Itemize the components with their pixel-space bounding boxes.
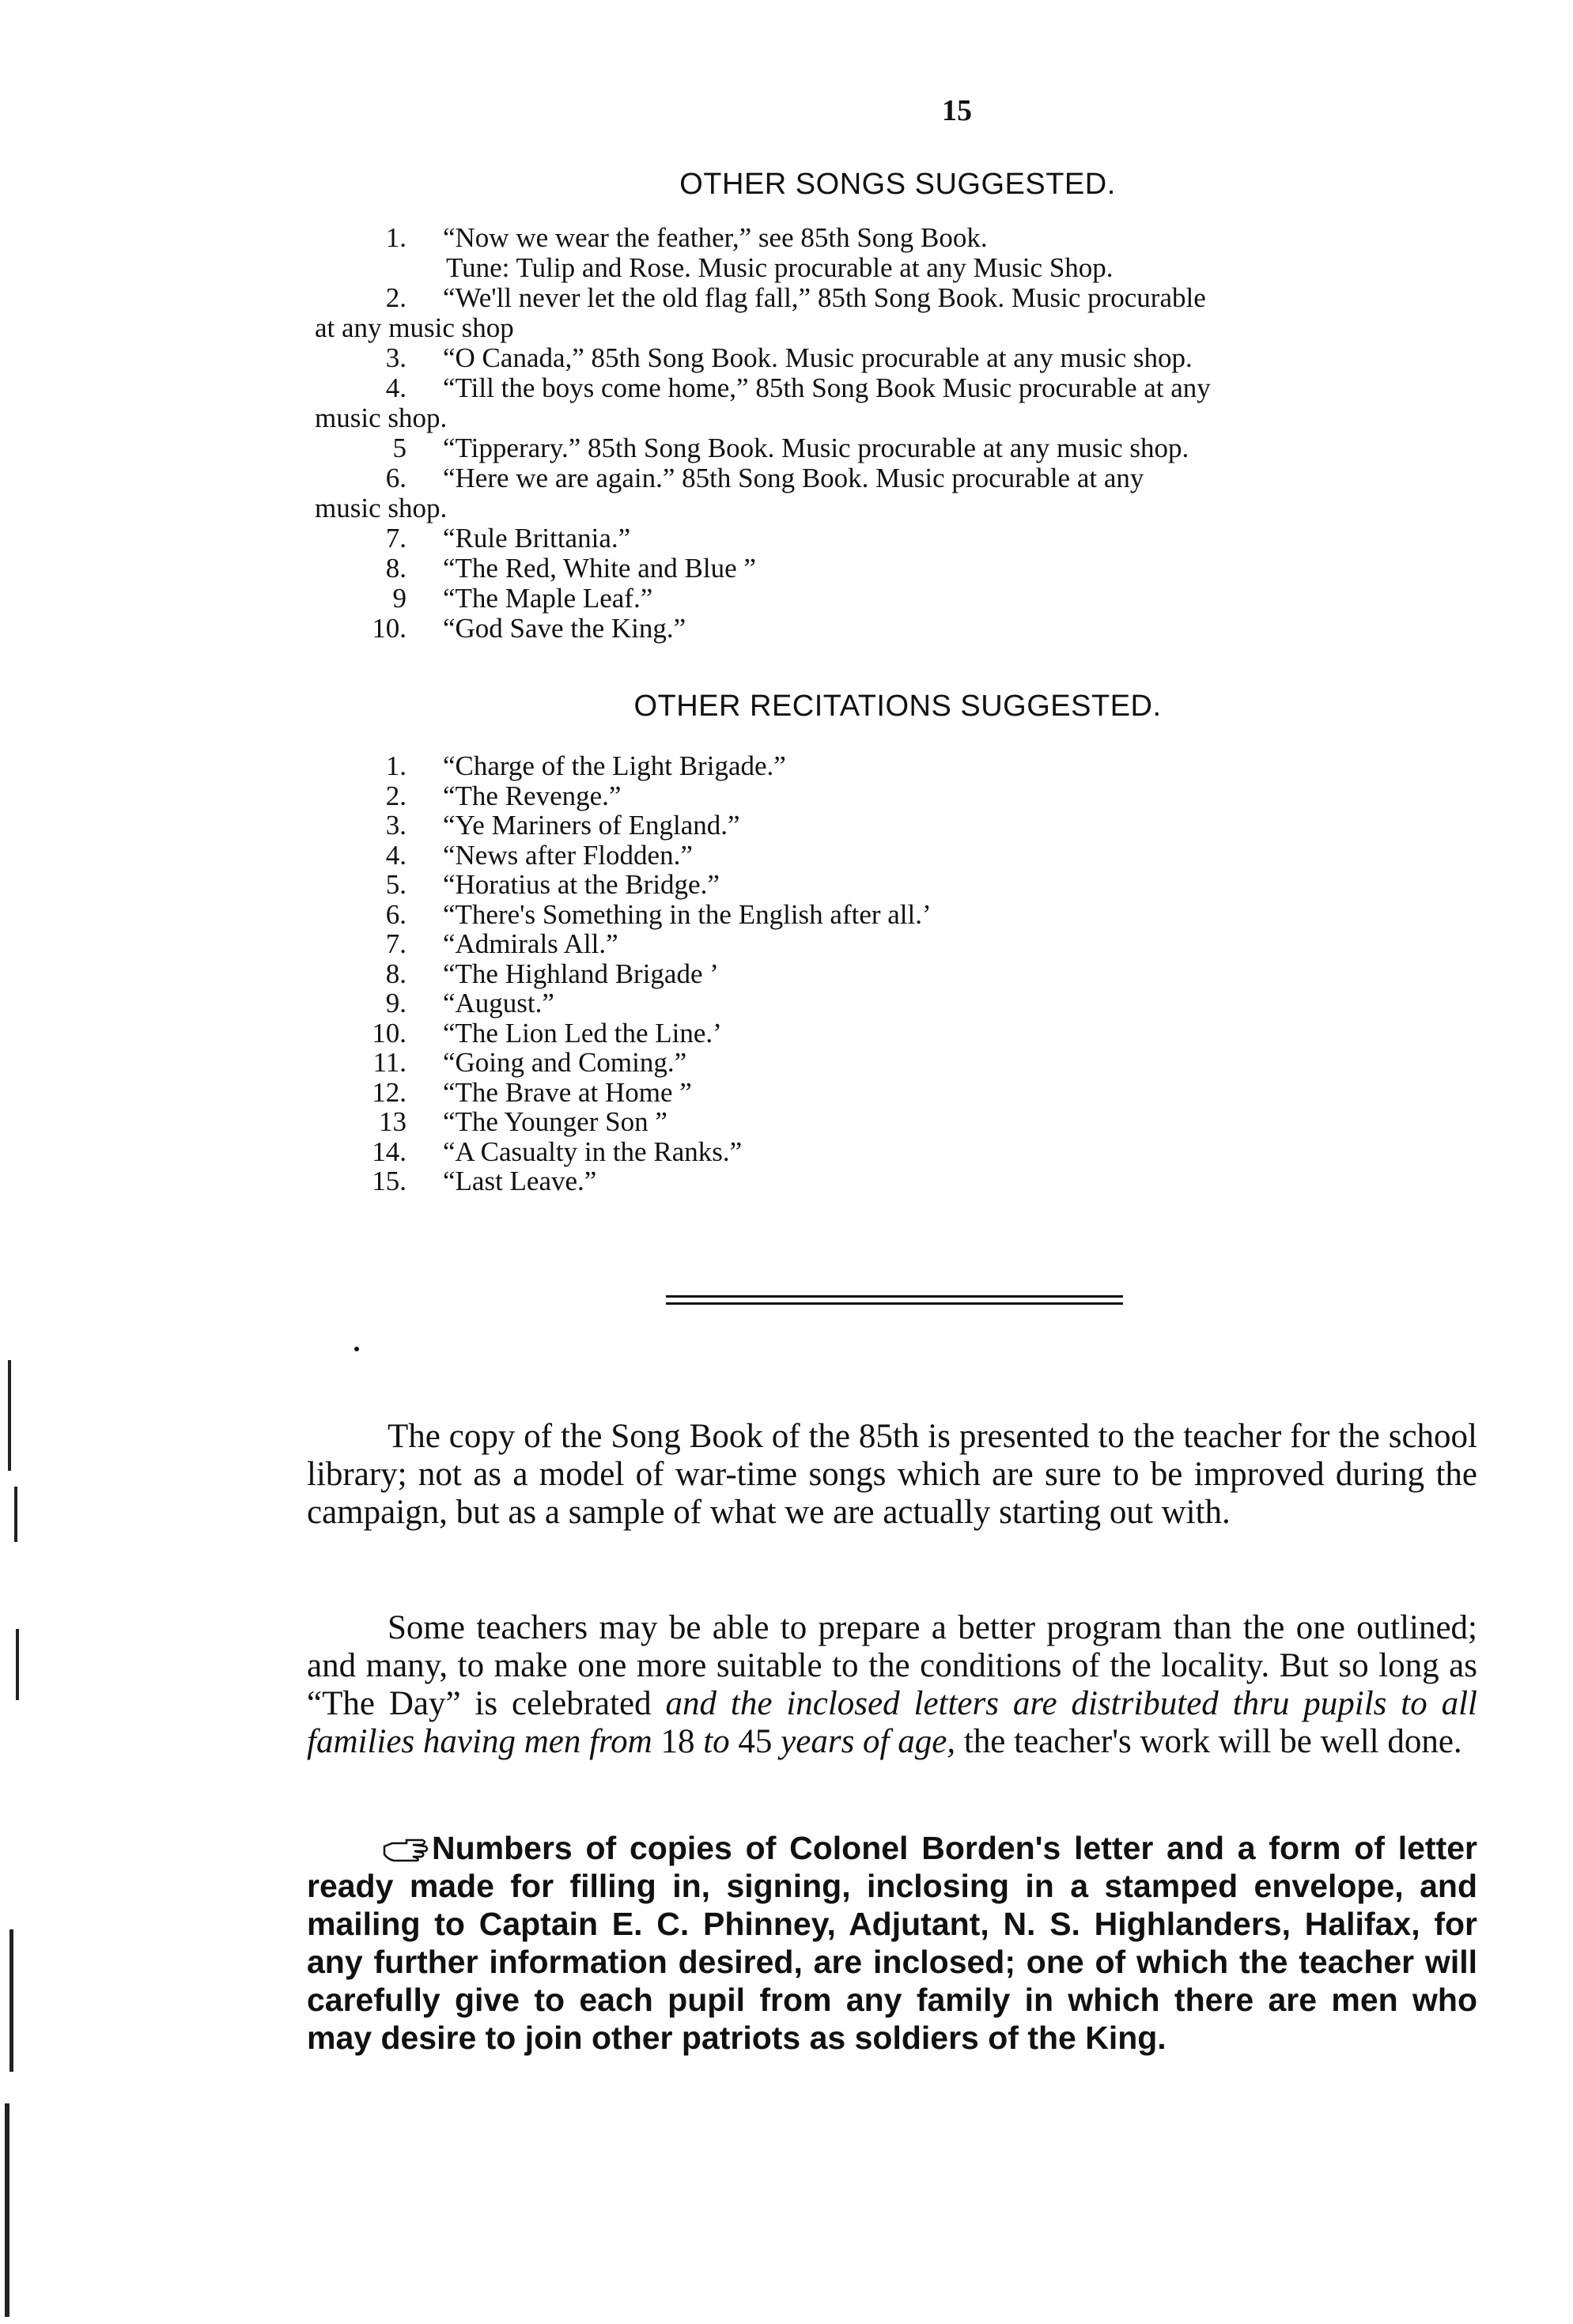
paragraph-letters-notice — [307, 1829, 1477, 2057]
list-item — [316, 433, 1487, 463]
list-item — [316, 959, 1503, 989]
list-item-text — [443, 900, 1503, 930]
list-item — [316, 614, 1487, 644]
list-item-continuation: music shop. — [315, 493, 448, 523]
list-item-number: 3. — [385, 342, 406, 373]
pointing-hand-icon — [383, 1838, 429, 1862]
list-item-title: “We'll never let the old flag fall,” 85th Song Book. Music procurable — [443, 282, 1206, 313]
list-item-number: 1. — [385, 750, 406, 781]
list-item-text — [443, 811, 1503, 841]
scan-edge-mark — [9, 1929, 13, 2072]
list-item-number: 4. — [385, 839, 406, 871]
songs-list — [316, 223, 1487, 644]
list-item — [316, 811, 1503, 841]
paragraph-teachers — [307, 1609, 1477, 1761]
list-item-number: 6. — [385, 463, 406, 493]
list-item — [316, 1018, 1503, 1049]
list-item-title: “Admirals All.” — [443, 928, 618, 959]
list-item-title: “God Save the King.” — [443, 613, 686, 644]
list-item — [316, 1078, 1503, 1108]
paragraph-teachers-italic-3: years of age, — [781, 1723, 956, 1760]
paragraph-teachers-age-to: 45 — [729, 1723, 781, 1760]
list-item-text — [443, 1166, 1503, 1196]
paragraph-song-book: The copy of the Song Book of the 85th is presented to the teacher for the school library; not as a model of war-time songs which are sure to be improved during the campaign, but as a sample of what we are actually starting out with. — [307, 1418, 1477, 1531]
list-item-text — [443, 614, 1487, 644]
list-item-number: 1. — [385, 222, 406, 253]
list-item — [316, 751, 1503, 781]
list-item-text — [443, 1018, 1503, 1049]
list-item — [316, 841, 1503, 871]
list-item-title: “Horatius at the Bridge.” — [443, 869, 720, 900]
list-item — [316, 223, 1487, 283]
list-item-title: “Till the boys come home,” 85th Song Book Music procurable at any — [443, 372, 1211, 403]
list-item-number: 11. — [372, 1047, 406, 1078]
list-item-title: “August.” — [443, 988, 554, 1018]
divider-line-top — [666, 1295, 1123, 1298]
list-item-number: 10. — [372, 613, 406, 644]
list-item-number: 8. — [385, 958, 406, 989]
divider-line-bottom — [666, 1302, 1123, 1305]
paragraph-teachers-start: Some teachers may be able to prepare a better program than the one outlined; and many, to make one more suitable to the conditions of the locality. But so long as “The Day” is celebrated — [307, 1609, 1477, 1722]
list-item-number: 9. — [385, 988, 406, 1018]
list-item — [316, 373, 1487, 433]
songs-section-title: OTHER SONGS SUGGESTED. — [679, 168, 1116, 201]
list-item-number: 5. — [385, 869, 406, 900]
list-item-title: “Here we are again.” 85th Song Book. Music procurable at any — [443, 463, 1144, 493]
list-item-number: 6. — [385, 898, 406, 930]
list-item — [316, 1137, 1503, 1167]
paragraph-teachers-end: the teacher's work will be well done. — [955, 1723, 1462, 1760]
list-item-number: 4. — [385, 372, 406, 403]
list-item — [316, 1166, 1503, 1196]
page-number: 15 — [942, 94, 972, 127]
list-item-title: “Going and Coming.” — [443, 1047, 687, 1078]
list-item-text — [443, 523, 1487, 554]
list-item-title: “The Lion Led the Line.’ — [443, 1017, 722, 1049]
list-item-number: 2. — [385, 780, 406, 811]
list-item-text — [443, 1107, 1503, 1137]
list-item-text — [443, 554, 1487, 584]
list-item — [316, 523, 1487, 554]
list-item-text — [443, 959, 1503, 989]
list-item-title: “A Casualty in the Ranks.” — [443, 1136, 743, 1167]
list-item-text — [443, 988, 1503, 1018]
list-item — [316, 1107, 1503, 1137]
list-item-title: “Tipperary.” 85th Song Book. Music procurable at any music shop. — [443, 433, 1189, 463]
list-item-text — [443, 343, 1487, 373]
list-item — [316, 343, 1487, 373]
scan-edge-mark — [16, 1629, 19, 1700]
list-item-number: 2. — [385, 282, 406, 313]
list-item-title: “News after Flodden.” — [443, 839, 693, 871]
list-item-title: “Ye Mariners of England.” — [443, 810, 740, 841]
list-item — [316, 554, 1487, 584]
list-item-number: 15. — [372, 1166, 406, 1196]
list-item-text — [443, 870, 1503, 900]
list-item-number: 5 — [392, 433, 406, 463]
list-item-text — [443, 1137, 1503, 1167]
list-item-text — [443, 463, 1487, 493]
scan-edge-mark — [5, 2103, 9, 2317]
list-item-text — [443, 223, 1487, 253]
scan-edge-mark — [14, 1487, 17, 1542]
list-item-title: “Now we wear the feather,” see 85th Song Book. — [443, 222, 988, 253]
list-item-title: “The Brave at Home ” — [443, 1076, 692, 1108]
list-item-number: 8. — [385, 553, 406, 584]
stray-dot — [354, 1347, 359, 1351]
list-item-continuation: music shop. — [315, 402, 448, 433]
list-item-number: 10. — [372, 1017, 406, 1049]
list-item-title: “Last Leave.” — [443, 1166, 597, 1196]
list-item — [316, 900, 1503, 930]
list-item-number: 7. — [385, 928, 406, 959]
recitations-list — [316, 751, 1503, 1196]
list-item-number: 14. — [372, 1136, 406, 1167]
list-item-number: 12. — [372, 1076, 406, 1108]
list-item-title: “There's Something in the English after all.’ — [443, 898, 932, 930]
list-item — [316, 584, 1487, 614]
list-item-text — [443, 584, 1487, 614]
list-item-text — [443, 929, 1503, 959]
list-item — [316, 283, 1487, 343]
list-item-title: “The Maple Leaf.” — [443, 583, 653, 614]
list-item-title: “The Revenge.” — [443, 780, 622, 811]
list-item-number: 3. — [385, 810, 406, 841]
paragraph-teachers-age-from: 18 — [652, 1723, 704, 1760]
list-item — [316, 463, 1487, 523]
recitations-section-title: OTHER RECITATIONS SUGGESTED. — [633, 690, 1162, 723]
list-item — [316, 988, 1503, 1018]
list-item-text — [443, 373, 1487, 403]
list-item-title: “The Highland Brigade ’ — [443, 958, 719, 989]
list-item-text — [443, 1078, 1503, 1108]
scan-edge-mark — [8, 1360, 11, 1471]
list-item — [316, 781, 1503, 811]
list-item-text — [443, 433, 1487, 463]
double-rule-divider — [666, 1295, 1123, 1309]
list-item — [316, 929, 1503, 959]
list-item-subline: Tune: Tulip and Rose. Music procurable at any Music Shop. — [446, 252, 1114, 283]
list-item-text — [443, 781, 1503, 811]
paragraph-teachers-italic-1: and the inclosed letters are distributed thru pupils to all families having men from — [307, 1685, 1477, 1760]
paragraph-letters-notice-text: Numbers of copies of Colonel Borden's letter and a form of letter ready made for filling in, signing, inclosing in a stamped envelope, and mailing to Captain E. C. Phinney, Adjutant, N. S. Highlanders, Halifax, for any further information desired, are inclosed; one of which the teacher will carefully give to each pupil from any family in which there are men who may desire to join other patriots as soldiers of the King. — [307, 1830, 1477, 2056]
list-item-number: 13 — [379, 1106, 406, 1137]
list-item-text — [443, 751, 1503, 781]
list-item-number: 9 — [392, 583, 406, 614]
list-item-continuation: at any music shop — [315, 312, 514, 343]
paragraph-teachers-italic-2: to — [703, 1723, 730, 1760]
list-item-text — [443, 841, 1503, 871]
list-item — [316, 870, 1503, 900]
list-item-text — [443, 283, 1487, 313]
list-item — [316, 1048, 1503, 1078]
list-item-text — [443, 1048, 1503, 1078]
list-item-number: 7. — [385, 523, 406, 554]
list-item-title: “Rule Brittania.” — [443, 523, 631, 554]
list-item-title: “The Red, White and Blue ” — [443, 553, 756, 584]
list-item-title: “O Canada,” 85th Song Book. Music procurable at any music shop. — [443, 342, 1193, 373]
list-item-title: “Charge of the Light Brigade.” — [443, 750, 786, 781]
list-item-title: “The Younger Son ” — [443, 1106, 667, 1137]
